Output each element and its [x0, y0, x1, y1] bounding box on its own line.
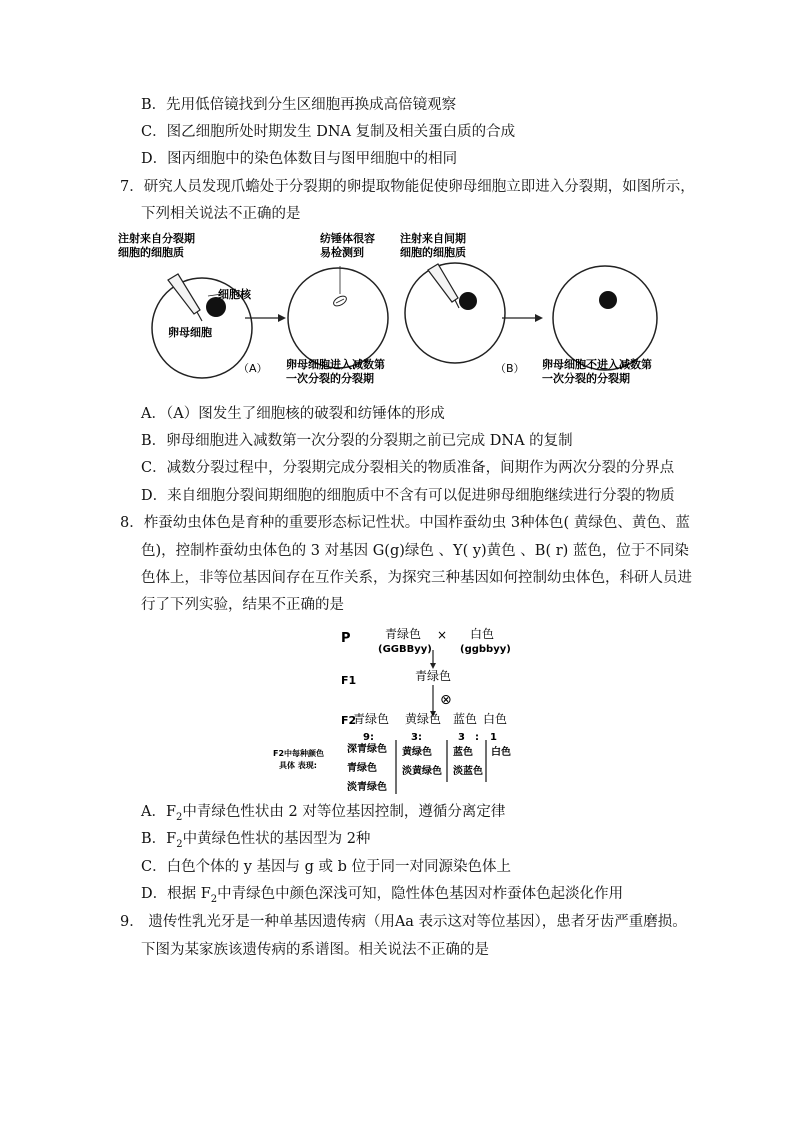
- q7-oocyte-figure: [110, 228, 680, 398]
- parent2-pheno: 白色: [470, 627, 495, 641]
- oocyte-cell-b: [405, 263, 505, 363]
- q8-option-c: C．白色个体的 y 基因与 g 或 b 位于同一对同源染色体上: [141, 859, 512, 875]
- col1-item-1: 深青绿色: [347, 744, 387, 755]
- selfing-symbol: ⊗: [440, 692, 452, 708]
- f2-pheno-4: 白色: [483, 712, 508, 726]
- inject-b-line2: 细胞的细胞质: [400, 246, 466, 259]
- parent1-geno: (GGBByy): [378, 644, 432, 655]
- result-b-line2: 一次分裂的分裂期: [542, 372, 630, 385]
- inject-a-line2: 细胞的细胞质: [118, 246, 184, 259]
- ratio-sep: :: [475, 732, 479, 743]
- f2-pheno-2: 黄绿色: [405, 712, 442, 726]
- col4-item-1: 白色: [491, 747, 511, 758]
- nucleus-b: [459, 292, 477, 310]
- ratio-4: 1: [490, 732, 497, 743]
- generation-f1: F1: [341, 674, 357, 687]
- q9-stem-line1: 9． 遗传性乳光牙是一种单基因遗传病（用Aa 表示这对等位基因），患者牙齿严重磨损。: [120, 914, 687, 930]
- oocyte-label: 卵母细胞: [168, 326, 212, 339]
- needle-a: [197, 312, 202, 321]
- col2-item-2: 淡黄绿色: [402, 766, 442, 777]
- ratio-3: 3: [458, 732, 465, 743]
- q6-option-d: D．图丙细胞中的染色体数目与图甲细胞中的相同: [141, 151, 458, 167]
- syringe-b: [428, 264, 458, 302]
- col2-item-1: 黄绿色: [402, 747, 432, 758]
- detail-label-2: 具体 表现:: [279, 761, 317, 770]
- col3-item-2: 淡蓝色: [453, 766, 483, 777]
- q7-option-c: C．减数分裂过程中，分裂期完成分裂相关的物质准备，间期作为两次分裂的分界点: [141, 460, 675, 476]
- f2-pheno-1: 青绿色: [353, 712, 390, 726]
- generation-p: P: [341, 631, 351, 646]
- q8-cross-figure: [265, 622, 535, 794]
- detail-label-1: F2中每种颜色: [273, 749, 325, 758]
- spindle-label-2: 易检测到: [320, 246, 364, 259]
- syringe-a: [168, 274, 200, 314]
- col3-item-1: 蓝色: [453, 747, 473, 758]
- q6-option-b: B．先用低倍镜找到分生区细胞再换成高倍镜观察: [141, 97, 457, 113]
- f1-pheno: 青绿色: [415, 669, 452, 683]
- q7-option-d: D．来自细胞分裂间期细胞的细胞质中不含有可以促进卵母细胞继续进行分裂的物质: [141, 488, 675, 504]
- f2-pheno-3: 蓝色: [453, 712, 478, 726]
- ratio-1: 9:: [363, 732, 374, 743]
- q8-option-b: B．$F_2$中黄绿色性状的基因型为 2种: [141, 831, 371, 850]
- nucleus-label: 细胞核: [218, 288, 251, 301]
- spindle-label-1: 纺锤体很容: [320, 232, 375, 245]
- q6-option-c: C．图乙细胞所处时期发生 DNA 复制及相关蛋白质的合成: [141, 124, 516, 140]
- parent2-geno: (ggbbyy): [460, 644, 511, 655]
- q7-option-b: B．卵母细胞进入减数第一次分裂的分裂期之前已完成 DNA 的复制: [141, 433, 573, 449]
- result-a-line2: 一次分裂的分裂期: [286, 372, 374, 385]
- inject-b-line1: 注射来自间期: [400, 232, 466, 245]
- q7-stem-line2: 下列相关说法不正确的是: [141, 206, 301, 222]
- q7-option-a: A．（A）图发生了细胞核的破裂和纺锤体的形成: [141, 406, 445, 422]
- inject-a-line1: 注射来自分裂期: [118, 232, 195, 245]
- q8-option-a: A．$F_2$中青绿色性状由 2 对等位基因控制，遵循分离定律: [141, 804, 506, 823]
- q8-stem-line4: 行了下列实验，结果不正确的是: [141, 597, 344, 613]
- q7-stem-line1: 7．研究人员发现爪蟾处于分裂期的卵提取物能促使卵母细胞立即进入分裂期，如图所示，: [120, 179, 695, 195]
- q8-option-d: D．根据 $F_2$中青绿色中颜色深浅可知，隐性体色基因对柞蚕体色起淡化作用: [141, 886, 624, 905]
- nucleus-b-result: [599, 291, 617, 309]
- generation-f2: F2: [341, 714, 357, 727]
- label-b: （B）: [495, 362, 525, 375]
- oocyte-result-b: [553, 266, 657, 370]
- q8-stem-line1: 8．柞蚕幼虫体色是育种的重要形态标记性状。中国柞蚕幼虫 3种体色( 黄绿色、黄色、蓝: [120, 515, 690, 531]
- q8-stem-line2: 色)，控制柞蚕幼虫体色的 3 对基因 G(g)绿色 、Y( y)黄色 、B( r) 蓝色，位于不同染: [141, 543, 689, 559]
- parent1-pheno: 青绿色: [385, 627, 422, 641]
- ratio-2: 3:: [411, 732, 422, 743]
- col1-item-3: 淡青绿色: [347, 782, 387, 793]
- q9-stem-line2: 下图为某家族该遗传病的系谱图。相关说法不正确的是: [141, 942, 489, 958]
- label-a: （A）: [238, 362, 268, 375]
- col1-item-2: 青绿色: [347, 763, 377, 774]
- result-a-line1: 卵母细胞进入减数第: [286, 358, 385, 371]
- result-b-line1: 卵母细胞不进入减数第: [542, 358, 652, 371]
- oocyte-result-a: [288, 268, 388, 368]
- q8-stem-line3: 色体上，非等位基因间存在互作关系，为探究三种基因如何控制幼虫体色，科研人员进: [141, 570, 692, 586]
- needle-b: [455, 300, 459, 308]
- cross-symbol: ×: [437, 628, 448, 642]
